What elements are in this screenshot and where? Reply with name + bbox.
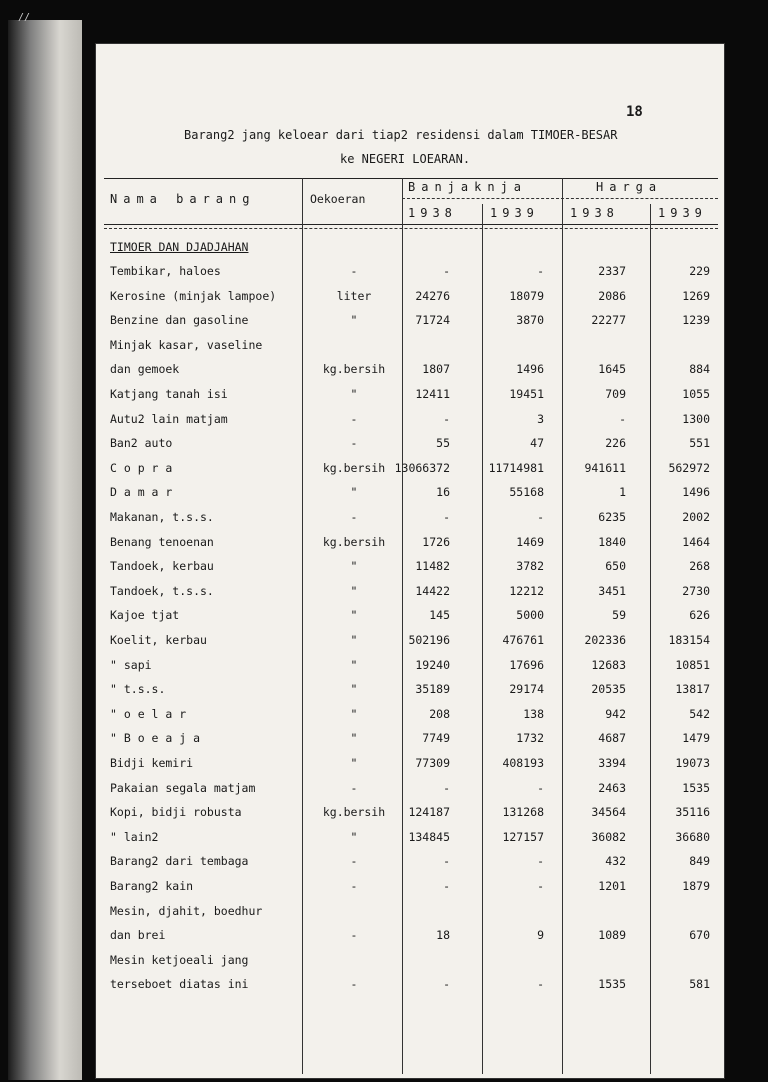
qty-1939: 11714981	[488, 460, 544, 475]
qty-1939: 3782	[516, 559, 544, 574]
price-1939: 1535	[682, 780, 710, 795]
qty-1938: -	[443, 977, 450, 992]
price-1938: 942	[605, 706, 626, 721]
price-1938: 4687	[598, 731, 626, 746]
title-line-2: ke NEGERI LOEARAN.	[340, 152, 471, 166]
qty-1938: 13066372	[394, 460, 450, 475]
price-1939: 2730	[682, 583, 710, 598]
item-name: Minjak kasar, vaseline	[110, 337, 263, 352]
price-1938: 2463	[598, 780, 626, 795]
item-unit: "	[350, 657, 358, 672]
qty-1939: 1469	[516, 534, 544, 549]
item-name: Mesin ketjoeali jang	[110, 952, 249, 967]
qty-1939: 47	[530, 436, 544, 451]
qty-1938: -	[443, 510, 450, 524]
header-year-1939-qty: 1939	[490, 206, 539, 220]
qty-1938: 12411	[415, 387, 450, 401]
table-row	[96, 584, 724, 608]
item-name: Bidji kemiri	[110, 756, 194, 770]
table-row	[96, 731, 724, 755]
table-row	[96, 313, 724, 337]
price-1938: 709	[605, 387, 626, 401]
item-name: C o p r a	[110, 460, 173, 475]
item-unit: "	[350, 633, 358, 647]
qty-1939: 1496	[516, 362, 544, 377]
item-unit: "	[350, 706, 358, 721]
table-row	[96, 559, 724, 583]
table-row	[96, 633, 724, 657]
header-price: Harga	[596, 180, 663, 194]
item-unit: kg.bersih	[322, 534, 386, 549]
header-year-1938-price: 1938	[570, 206, 619, 220]
item-name: Kajoe tjat	[110, 608, 180, 623]
qty-1938: 55	[436, 436, 450, 451]
qty-1938: 18	[436, 928, 450, 943]
table-row	[96, 977, 724, 1001]
price-1938: 3394	[598, 756, 626, 770]
table-row	[96, 658, 724, 682]
price-1938: 22277	[591, 313, 626, 328]
qty-1938: -	[443, 264, 450, 278]
item-name: Tembikar, haloes	[110, 264, 221, 278]
price-1939: 35116	[675, 805, 710, 820]
qty-1939: 3	[537, 411, 544, 426]
item-unit: -	[350, 264, 358, 278]
price-1939: 36680	[675, 829, 710, 844]
qty-1939: 476761	[502, 633, 544, 647]
header-year-1938-qty: 1938	[408, 206, 457, 220]
item-name: Autu2 lain matjam	[110, 411, 228, 426]
price-1939: 1300	[682, 411, 710, 426]
item-unit: "	[350, 682, 358, 697]
table-row	[96, 879, 724, 903]
table-row	[96, 756, 724, 780]
item-unit: -	[350, 977, 358, 992]
qty-1939: 55168	[509, 485, 544, 500]
item-name: D a m a r	[110, 485, 173, 500]
document-page	[96, 44, 724, 1078]
price-1938: 3451	[598, 583, 626, 598]
price-1939: 13817	[675, 682, 710, 697]
table-row	[96, 436, 724, 460]
header-year-1939-price: 1939	[658, 206, 707, 220]
price-1939: 2002	[682, 510, 710, 524]
header-bottom-rule-2	[104, 228, 718, 229]
item-name: " lain2	[110, 829, 159, 844]
item-name: Barang2 kain	[110, 879, 194, 893]
item-name: Benzine dan gasoline	[110, 313, 249, 328]
qty-1939: -	[537, 780, 544, 795]
qty-1939: -	[537, 510, 544, 524]
price-1938: 2337	[598, 264, 626, 278]
item-name: dan brei	[110, 928, 166, 943]
item-unit: "	[350, 387, 358, 401]
table-top-rule	[104, 178, 718, 179]
price-1938: 1535	[598, 977, 626, 992]
qty-1938: 134845	[408, 829, 450, 844]
qty-1939: 17696	[509, 657, 544, 672]
item-unit: -	[350, 854, 358, 869]
price-1939: 229	[689, 264, 710, 278]
item-unit: "	[350, 608, 358, 623]
price-1939: 849	[689, 854, 710, 869]
price-1938: 1089	[598, 928, 626, 943]
qty-1938: 145	[429, 608, 450, 623]
qty-1938: 14422	[415, 583, 450, 598]
table-row	[96, 928, 724, 952]
price-1939: 19073	[675, 756, 710, 770]
price-1939: 542	[689, 706, 710, 721]
price-1938: 59	[612, 608, 626, 623]
price-1938: 36082	[591, 829, 626, 844]
header-name: Nama barang	[110, 192, 256, 206]
price-1938: 1	[619, 485, 626, 500]
price-1938: 941611	[584, 460, 626, 475]
table-row	[96, 461, 724, 485]
item-unit: -	[350, 780, 358, 795]
item-name: terseboet diatas ini	[110, 977, 249, 992]
item-name: " B o e a j a	[110, 731, 201, 746]
item-name: Tandoek, t.s.s.	[110, 583, 214, 598]
qty-1939: -	[537, 879, 544, 893]
price-1939: 1879	[682, 879, 710, 893]
price-1939: 1479	[682, 731, 710, 746]
price-1938: 650	[605, 559, 626, 574]
table-row	[96, 854, 724, 878]
price-1938: 202336	[584, 633, 626, 647]
price-1938: 2086	[598, 288, 626, 303]
qty-1939: 3870	[516, 313, 544, 328]
qty-1939: -	[537, 854, 544, 869]
table-row	[96, 485, 724, 509]
table-row	[96, 338, 724, 362]
qty-1938: 208	[429, 706, 450, 721]
price-1938: 226	[605, 436, 626, 451]
price-1939: 1055	[682, 387, 710, 401]
qty-1938: 11482	[415, 559, 450, 574]
qty-1939: -	[537, 977, 544, 992]
table-row	[96, 387, 724, 411]
item-unit: "	[350, 559, 358, 574]
item-unit: -	[350, 928, 358, 943]
price-1939: 1464	[682, 534, 710, 549]
table-row	[96, 412, 724, 436]
qty-1939: 29174	[509, 682, 544, 697]
qty-1939: 9	[537, 928, 544, 943]
table-row	[96, 289, 724, 313]
qty-1939: 12212	[509, 583, 544, 598]
qty-1939: 5000	[516, 608, 544, 623]
item-name: dan gemoek	[110, 362, 180, 377]
qty-1939: 1732	[516, 731, 544, 746]
item-unit: -	[350, 411, 358, 426]
qty-1938: -	[443, 879, 450, 893]
qty-1938: 77309	[415, 756, 450, 770]
price-1938: 20535	[591, 682, 626, 697]
item-unit: liter	[336, 288, 372, 303]
section-heading: TIMOER DAN DJADJAHAN	[110, 240, 249, 254]
qty-1939: 138	[523, 706, 544, 721]
qty-1939: 127157	[502, 829, 544, 844]
qty-1938: 502196	[408, 633, 450, 647]
qty-1938: -	[443, 854, 450, 869]
price-1938: 1645	[598, 362, 626, 377]
price-1939: 670	[689, 928, 710, 943]
item-unit: kg.bersih	[322, 460, 386, 475]
price-1939: 1269	[682, 288, 710, 303]
qty-1938: 19240	[415, 657, 450, 672]
item-name: Kopi, bidji robusta	[110, 805, 242, 820]
price-1938: 12683	[591, 657, 626, 672]
table-row	[96, 510, 724, 534]
table-row	[96, 830, 724, 854]
price-1939: 551	[689, 436, 710, 451]
price-1939: 1239	[682, 313, 710, 328]
item-name: Ban2 auto	[110, 436, 173, 451]
item-name: Kerosine (minjak lampoe)	[110, 288, 277, 303]
table-row	[96, 904, 724, 928]
item-unit: "	[350, 731, 358, 746]
item-name: " sapi	[110, 657, 152, 672]
table-row	[96, 707, 724, 731]
item-name: Koelit, kerbau	[110, 633, 207, 647]
item-name: " o e l a r	[110, 706, 187, 721]
table-row	[96, 535, 724, 559]
qty-1939: 131268	[502, 805, 544, 820]
table-row	[96, 362, 724, 386]
header-unit: Oekoeran	[310, 192, 366, 206]
corner-mark: //	[18, 12, 31, 23]
item-unit: -	[350, 436, 358, 451]
price-1938: 1201	[598, 879, 626, 893]
item-name: Benang tenoenan	[110, 534, 214, 549]
price-1939: 581	[689, 977, 710, 992]
qty-1938: 16	[436, 485, 450, 500]
item-unit: "	[350, 583, 358, 598]
qty-1939: 18079	[509, 288, 544, 303]
header-bottom-rule	[104, 224, 718, 225]
qty-1938: 7749	[422, 731, 450, 746]
item-unit: "	[350, 485, 358, 500]
item-unit: kg.bersih	[322, 362, 386, 377]
qty-1939: 408193	[502, 756, 544, 770]
price-1939: 183154	[668, 633, 710, 647]
table-row	[96, 608, 724, 632]
qty-1938: 35189	[415, 682, 450, 697]
header-quantity: Banjaknja	[408, 180, 528, 194]
price-1938: 1840	[598, 534, 626, 549]
table-row	[96, 805, 724, 829]
price-1938: 34564	[591, 805, 626, 820]
item-name: Barang2 dari tembaga	[110, 854, 249, 869]
price-1939: 10851	[675, 657, 710, 672]
item-name: Pakaian segala matjam	[110, 780, 256, 795]
item-name: Tandoek, kerbau	[110, 559, 214, 574]
price-1939: 884	[689, 362, 710, 377]
table-row	[96, 682, 724, 706]
title-line-1: Barang2 jang keloear dari tiap2 residensi dalam TIMOER-BESAR	[184, 128, 618, 142]
header-mid-rule	[402, 198, 718, 199]
price-1939: 1496	[682, 485, 710, 500]
item-unit: -	[350, 510, 358, 524]
qty-1938: 1807	[422, 362, 450, 377]
item-unit: "	[350, 756, 358, 770]
item-unit: "	[350, 313, 358, 328]
price-1939: 626	[689, 608, 710, 623]
qty-1939: -	[537, 264, 544, 278]
item-name: Mesin, djahit, boedhur	[110, 903, 263, 918]
table-row	[96, 953, 724, 977]
price-1939: 562972	[668, 460, 710, 475]
qty-1938: 71724	[415, 313, 450, 328]
qty-1938: -	[443, 411, 450, 426]
price-1939: 268	[689, 559, 710, 574]
qty-1938: 124187	[408, 805, 450, 820]
price-1938: 432	[605, 854, 626, 869]
item-unit: "	[350, 829, 358, 844]
item-unit: -	[350, 879, 358, 893]
item-name: Makanan, t.s.s.	[110, 510, 214, 524]
item-unit: kg.bersih	[322, 805, 386, 820]
qty-1938: 24276	[415, 288, 450, 303]
item-name: Katjang tanah isi	[110, 387, 228, 401]
price-1938: 6235	[598, 510, 626, 524]
page-number: 18	[626, 104, 643, 120]
qty-1938: 1726	[422, 534, 450, 549]
qty-1939: 19451	[509, 387, 544, 401]
item-name: " t.s.s.	[110, 682, 166, 697]
adjacent-page-edge	[8, 20, 82, 1080]
table-row	[96, 781, 724, 805]
price-1938: -	[619, 411, 626, 426]
qty-1938: -	[443, 780, 450, 795]
table-row	[96, 264, 724, 288]
